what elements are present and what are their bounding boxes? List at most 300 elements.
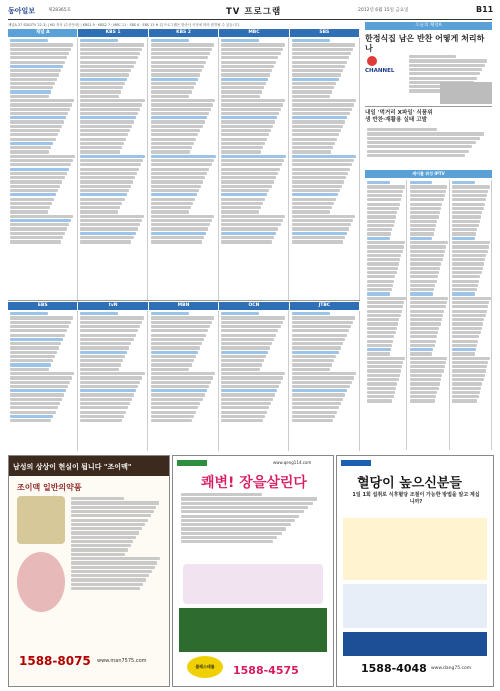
- text-line: [367, 340, 393, 343]
- text-line: [292, 65, 345, 68]
- text-line: [80, 393, 134, 396]
- text-line: [10, 129, 60, 132]
- text-line: [10, 329, 67, 332]
- text-line: [80, 325, 139, 328]
- channel-header-ocn: OCN: [219, 302, 288, 310]
- text-line: [10, 43, 73, 46]
- text-line: [10, 385, 68, 388]
- text-line: [367, 292, 390, 295]
- text-line: [221, 168, 280, 171]
- text-line: [80, 176, 135, 179]
- text-line: [10, 142, 53, 145]
- text-line: [80, 90, 121, 93]
- text-line: [409, 64, 485, 67]
- text-line: [221, 103, 283, 106]
- text-line: [221, 56, 278, 59]
- text-line: [10, 338, 63, 341]
- text-line: [221, 61, 276, 64]
- text-line: [452, 288, 477, 291]
- text-line: [151, 61, 206, 64]
- text-line: [221, 65, 274, 68]
- text-line: [292, 219, 353, 222]
- text-line: [221, 189, 269, 192]
- text-line: [151, 372, 215, 375]
- text-line: [410, 224, 437, 227]
- text-line: [410, 203, 443, 206]
- text-line: [10, 52, 69, 55]
- ad-left-headline: 남성의 상상이 현실이 됩니다 "조이맥": [13, 463, 132, 471]
- text-line: [10, 312, 48, 315]
- text-line: [221, 381, 281, 384]
- text-line: [292, 103, 354, 106]
- channel-header-channela: 채널 A: [8, 29, 77, 37]
- text-line: [367, 399, 392, 402]
- text-line: [367, 228, 392, 231]
- text-line: [80, 363, 121, 366]
- text-line: [452, 280, 479, 283]
- text-line: [367, 194, 402, 197]
- text-line: [221, 402, 271, 405]
- text-line: [221, 146, 262, 149]
- text-line: [221, 329, 278, 332]
- ad-right-sub: 1일 1회 섭취로 식후혈당 조절이 가능한 방법을 알고 계십니까?: [352, 492, 480, 505]
- text-line: [292, 138, 338, 141]
- channel-header-sbs: SBS: [290, 29, 359, 37]
- text-line: [292, 385, 350, 388]
- text-line: [10, 78, 57, 81]
- text-line: [221, 86, 264, 89]
- text-line: [221, 227, 278, 230]
- text-line: [10, 189, 58, 192]
- text-line: [367, 318, 399, 321]
- text-line: [181, 540, 273, 543]
- text-line: [71, 506, 156, 509]
- sub-headline: 내일 '먹거리 X파일' 식품위생 반찬·재활용 실태 고발: [365, 110, 433, 123]
- text-line: [151, 329, 208, 332]
- text-line: [410, 181, 433, 184]
- text-line: [292, 159, 355, 162]
- text-line: [367, 220, 395, 223]
- schedule-column: [8, 311, 78, 451]
- ad-left[interactable]: [8, 455, 170, 687]
- text-line: [80, 376, 142, 379]
- text-line: [410, 318, 442, 321]
- text-line: [292, 69, 343, 72]
- text-line: [221, 368, 260, 371]
- text-line: [367, 387, 396, 390]
- text-line: [452, 267, 483, 270]
- text-line: [151, 65, 204, 68]
- text-line: [151, 176, 206, 179]
- ad-right[interactable]: [336, 455, 494, 687]
- text-line: [410, 331, 439, 334]
- text-line: [410, 387, 439, 390]
- text-line: [80, 73, 129, 76]
- issue-date: 2012년 6월 15일 금요일: [358, 8, 409, 13]
- text-line: [452, 310, 487, 313]
- text-line: [292, 372, 356, 375]
- text-line: [10, 206, 50, 209]
- text-line: [452, 382, 482, 385]
- text-line: [10, 56, 67, 59]
- text-line: [80, 133, 128, 136]
- text-line: [367, 128, 437, 131]
- text-line: [292, 321, 353, 324]
- text-line: [151, 389, 207, 392]
- text-line: [367, 301, 404, 304]
- text-line: [292, 52, 351, 55]
- cable-column: [408, 180, 450, 450]
- text-line: [292, 99, 356, 102]
- ad-middle-badge: 콜레스테롤: [187, 656, 223, 678]
- text-line: [292, 206, 332, 209]
- text-line: [452, 391, 480, 394]
- text-line: [367, 262, 399, 265]
- text-line: [410, 237, 433, 240]
- text-line: [80, 189, 128, 192]
- ad-middle[interactable]: [172, 455, 334, 687]
- text-line: [151, 198, 195, 201]
- text-line: [452, 340, 478, 343]
- masthead: [8, 5, 492, 20]
- text-line: [452, 181, 475, 184]
- text-line: [452, 399, 477, 402]
- text-line: [221, 95, 260, 98]
- text-line: [367, 310, 402, 313]
- text-line: [10, 90, 51, 93]
- text-line: [151, 116, 207, 119]
- text-line: [221, 359, 264, 362]
- text-line: [80, 206, 120, 209]
- text-line: [221, 210, 259, 213]
- text-line: [410, 310, 445, 313]
- text-line: [151, 112, 209, 115]
- text-line: [367, 271, 397, 274]
- text-line: [10, 65, 63, 68]
- text-line: [410, 207, 442, 210]
- text-line: [221, 411, 267, 414]
- text-line: [10, 48, 71, 51]
- text-line: [221, 240, 272, 243]
- text-line: [410, 391, 438, 394]
- text-line: [221, 385, 279, 388]
- text-line: [10, 168, 69, 171]
- text-line: [221, 120, 275, 123]
- text-line: [10, 163, 71, 166]
- text-line: [151, 133, 199, 136]
- text-line: [452, 331, 481, 334]
- text-line: [80, 185, 130, 188]
- paper-name: 동아일보: [8, 7, 36, 15]
- text-line: [10, 232, 65, 235]
- text-line: [151, 150, 190, 153]
- text-line: [151, 325, 210, 328]
- channel-header-kbs2: KBS 2: [149, 29, 218, 37]
- text-line: [367, 211, 397, 214]
- text-line: [410, 361, 446, 364]
- channel-header-jtbc: JTBC: [290, 302, 359, 310]
- text-line: [292, 329, 349, 332]
- text-line: [367, 280, 394, 283]
- text-line: [10, 159, 73, 162]
- cable-column: [365, 180, 407, 450]
- text-line: [10, 125, 62, 128]
- text-line: [292, 120, 346, 123]
- text-line: [367, 305, 403, 308]
- text-line: [10, 398, 62, 401]
- text-line: [367, 327, 397, 330]
- text-line: [80, 155, 145, 158]
- text-line: [221, 163, 282, 166]
- feature-photo: [440, 82, 492, 104]
- section-title: TV 프로그램: [226, 7, 282, 17]
- text-line: [181, 527, 286, 530]
- text-line: [452, 275, 480, 278]
- schedule-column: [219, 38, 289, 300]
- schedule-column: [219, 311, 289, 451]
- text-line: [80, 329, 137, 332]
- text-line: [410, 352, 433, 355]
- text-line: [221, 316, 284, 319]
- text-line: [151, 240, 202, 243]
- text-line: [292, 227, 349, 230]
- text-line: [292, 198, 336, 201]
- text-line: [292, 316, 355, 319]
- text-line: [292, 210, 330, 213]
- text-line: [367, 331, 396, 334]
- text-line: [221, 372, 285, 375]
- cable-table: [365, 170, 492, 178]
- text-line: [292, 48, 353, 51]
- text-line: [10, 342, 61, 345]
- text-line: [80, 103, 142, 106]
- text-line: [292, 202, 334, 205]
- text-line: [151, 393, 205, 396]
- text-line: [10, 393, 64, 396]
- text-line: [221, 236, 274, 239]
- text-line: [151, 334, 206, 337]
- text-line: [10, 381, 70, 384]
- text-line: [71, 544, 131, 547]
- text-line: [292, 172, 349, 175]
- text-line: [410, 245, 447, 248]
- text-line: [292, 168, 351, 171]
- text-line: [80, 334, 135, 337]
- text-line: [292, 393, 346, 396]
- text-line: [292, 406, 340, 409]
- text-line: [80, 351, 127, 354]
- text-line: [410, 369, 444, 372]
- text-line: [410, 258, 443, 261]
- text-line: [80, 86, 123, 89]
- ad-right-url: www.dang75.com: [431, 666, 472, 671]
- text-line: [452, 241, 490, 244]
- text-line: [10, 180, 62, 183]
- text-line: [10, 193, 56, 196]
- channel-header-tvn: tvN: [78, 302, 147, 310]
- text-line: [80, 43, 143, 46]
- text-line: [367, 335, 394, 338]
- text-line: [367, 314, 401, 317]
- text-line: [410, 275, 438, 278]
- text-line: [221, 419, 262, 422]
- text-line: [367, 232, 391, 235]
- text-line: [410, 241, 448, 244]
- text-line: [367, 357, 405, 360]
- text-line: [80, 381, 140, 384]
- text-line: [452, 314, 486, 317]
- text-line: [292, 346, 341, 349]
- text-line: [80, 223, 139, 226]
- text-line: [410, 348, 434, 351]
- text-line: [367, 365, 402, 368]
- text-line: [367, 215, 396, 218]
- text-line: [10, 321, 71, 324]
- text-line: [71, 531, 139, 534]
- text-line: [367, 237, 390, 240]
- text-line: [452, 215, 481, 218]
- text-line: [367, 132, 484, 135]
- text-line: [410, 284, 436, 287]
- text-line: [10, 198, 54, 201]
- text-line: [151, 316, 214, 319]
- text-line: [292, 215, 355, 218]
- text-line: [409, 59, 487, 62]
- channel-header-row: [8, 29, 360, 37]
- text-line: [221, 325, 280, 328]
- text-line: [151, 415, 194, 418]
- text-line: [452, 207, 484, 210]
- text-line: [151, 219, 212, 222]
- text-line: [151, 381, 211, 384]
- text-line: [10, 389, 66, 392]
- text-line: [71, 561, 157, 564]
- text-line: [221, 159, 284, 162]
- text-line: [410, 250, 446, 253]
- text-line: [292, 150, 331, 153]
- text-line: [80, 99, 144, 102]
- text-line: [71, 574, 149, 577]
- text-line: [367, 288, 392, 291]
- text-line: [367, 352, 390, 355]
- text-line: [71, 566, 155, 569]
- text-line: [221, 180, 273, 183]
- text-line: [10, 120, 64, 123]
- text-line: [221, 321, 282, 324]
- text-line: [221, 52, 280, 55]
- text-line: [10, 227, 67, 230]
- text-line: [367, 145, 472, 148]
- text-line: [151, 215, 214, 218]
- text-line: [452, 301, 489, 304]
- text-line: [221, 138, 267, 141]
- text-line: [410, 378, 442, 381]
- text-line: [10, 138, 56, 141]
- text-line: [10, 376, 72, 379]
- ad-left-url: www.man7575.com: [97, 658, 147, 664]
- text-line: [80, 240, 131, 243]
- text-line: [292, 189, 340, 192]
- text-line: [80, 372, 144, 375]
- text-line: [410, 232, 434, 235]
- text-line: [410, 292, 433, 295]
- text-line: [410, 357, 448, 360]
- text-line: [80, 415, 123, 418]
- text-line: [367, 254, 401, 257]
- text-line: [452, 374, 485, 377]
- text-line: [292, 90, 333, 93]
- text-line: [410, 335, 437, 338]
- text-line: [410, 211, 440, 214]
- text-line: [221, 176, 276, 179]
- text-line: [10, 133, 58, 136]
- text-line: [151, 376, 213, 379]
- text-line: [367, 284, 393, 287]
- text-line: [221, 202, 263, 205]
- text-line: [151, 359, 194, 362]
- text-line: [80, 129, 130, 132]
- text-line: [71, 523, 145, 526]
- text-line: [221, 108, 281, 111]
- text-line: [410, 327, 440, 330]
- text-line: [80, 232, 135, 235]
- text-line: [80, 69, 131, 72]
- text-line: [10, 108, 70, 111]
- text-line: [10, 316, 73, 319]
- text-line: [151, 202, 193, 205]
- text-line: [452, 237, 475, 240]
- text-line: [410, 344, 435, 347]
- text-line: [410, 340, 436, 343]
- text-line: [181, 497, 317, 500]
- text-line: [452, 194, 487, 197]
- cable-column: [450, 180, 492, 450]
- text-line: [452, 245, 489, 248]
- text-line: [151, 86, 194, 89]
- text-line: [410, 399, 435, 402]
- text-line: [151, 398, 203, 401]
- cable-table-header: 케이블 위성 IPTV: [365, 170, 492, 178]
- text-line: [181, 532, 282, 535]
- text-line: [71, 527, 142, 530]
- text-line: [151, 39, 189, 42]
- text-line: [221, 206, 261, 209]
- channel-header-mbn: MBN: [149, 302, 218, 310]
- text-line: [80, 316, 143, 319]
- text-line: [10, 346, 59, 349]
- text-line: [80, 385, 138, 388]
- text-line: [80, 202, 122, 205]
- feature-headline: 한정식집 남은 반찬 어떻게 처리하나: [365, 34, 485, 53]
- text-line: [221, 232, 276, 235]
- text-line: [151, 142, 194, 145]
- text-line: [10, 112, 68, 115]
- feature-section-title: 오늘의 채널A: [365, 22, 492, 30]
- text-line: [221, 355, 266, 358]
- text-line: [10, 95, 49, 98]
- text-line: [71, 557, 160, 560]
- text-line: [221, 406, 269, 409]
- text-line: [181, 506, 308, 509]
- text-line: [410, 254, 444, 257]
- text-line: [221, 43, 284, 46]
- text-line: [10, 69, 61, 72]
- text-line: [80, 346, 129, 349]
- text-line: [367, 391, 395, 394]
- text-line: [10, 73, 59, 76]
- text-line: [221, 69, 272, 72]
- text-line: [80, 120, 134, 123]
